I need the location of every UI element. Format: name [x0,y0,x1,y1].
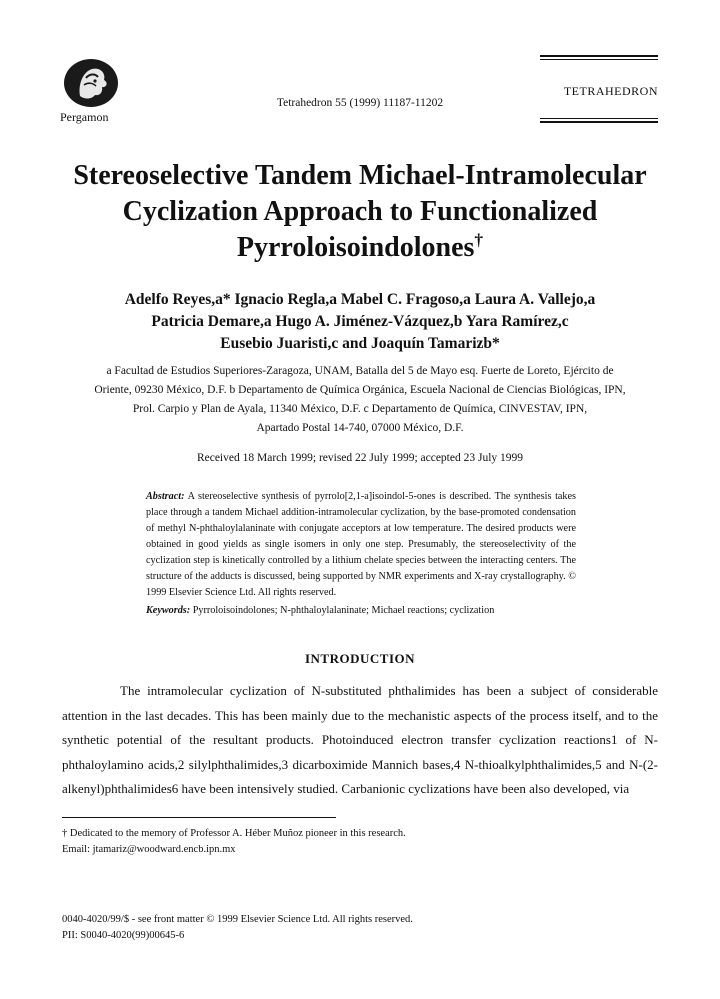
email-footnote: Email: jtamariz@woodward.encb.ipn.mx [62,844,236,855]
publisher-name: Pergamon [60,110,109,124]
affiliation-line: Oriente, 09230 México, D.F. b Departamento de Química Orgánica, Escuela Nacional de Ciencias Biológicas, IPN, [94,384,626,396]
title-line: Stereoselective Tandem Michael-Intramolecular [73,160,647,191]
keywords [146,605,576,616]
affiliation-line: Prol. Carpio y Plan de Ayala, 11340 México, D.F. c Departamento de Química, CINVESTAV, IPN, [132,403,588,415]
title-footnote-mark: † [474,230,484,250]
author-line: Eusebio Juaristi,c and Joaquín Tamarizb* [220,335,500,352]
intro-paragraph: The intramolecular cyclization of N-substituted phthalimides has been a subject of considerable attention in the last decades. This has been mainly due to the mechanistic aspects of the process itself, and to the synthetic potential of the resultant products. Photoinduced electron transfer cyclization reactions1 of N-phthaloylamino acids,2 silylphthalimides,3 dicarboximide Mannich bases,4 N-thioalkylphthalimides,5 and N-(2-alkenyl)phthalimides6 have been intensively studied. Carbanionic cyclizations have been also developed, via [62,683,658,796]
copyright-block [62,912,413,944]
affiliation-line: a Facultad de Estudios Superiores-Zaragoza, UNAM, Batalla del 5 de Mayo esq. Fuerte de Loreto, Ejército de [106,365,614,377]
author-list [60,289,660,355]
header-rule [540,121,658,123]
author-line: Patricia Demare,a Hugo A. Jiménez-Vázquez,b Yara Ramírez,c [151,313,569,330]
abstract-text: A stereoselective synthesis of pyrrolo[2,1-a]isoindol-5-ones is described. The synthesis takes place through a tandem Michael addition-intramolecular cyclization, by the base-promoted condensation of methyl N-phthaloylalaninate with conjugate acceptors at low temperature. The desired products were obtained in good yields as single isomers in only one step. Presumably, the stereoselectivity of the cyclization step is kinetically controlled by a lithium chelate species between the interacting centers. The structure of the adducts is discussed, being supported by NMR experiments and X-ray crystallography. © 1999 Elsevier Science Ltd. All rights reserved. [146,491,576,598]
citation: Tetrahedron 55 (1999) 11187-11202 [276,97,444,109]
received-dates: Received 18 March 1999; revised 22 July 1999; accepted 23 July 1999 [196,452,524,464]
section-heading-introduction: INTRODUCTION [304,651,415,666]
dedication-footnote: † Dedicated to the memory of Professor A. Héber Muñoz pioneer in this research. [62,828,406,839]
journal-name: TETRAHEDRON [563,84,658,98]
abstract [146,489,576,601]
author-line: Adelfo Reyes,a* Ignacio Regla,a Mabel C. Fragoso,a Laura A. Vallejo,a [124,291,596,308]
pergamon-logo-icon [62,58,120,108]
header-rule [540,118,658,119]
abstract-label: Abstract: [146,491,185,502]
introduction-body [62,679,658,802]
footnotes [62,826,406,858]
footnote-rule [62,817,336,818]
affiliation-line: Apartado Postal 14-740, 07000 México, D.F. [256,422,464,434]
keywords-label: Keywords: [146,605,191,616]
pii-line: PII: S0040-4020(99)00645-6 [62,930,185,941]
header-rule [540,55,658,57]
issn-line: 0040-4020/99/$ - see front matter © 1999 Elsevier Science Ltd. All rights reserved. [62,914,413,925]
affiliations [60,362,660,438]
article-title [60,158,660,266]
keywords-text: Pyrroloisoindolones; N-phthaloylalaninate; Michael reactions; cyclization [192,605,495,616]
title-line: Cyclization Approach to Functionalized [122,196,598,227]
title-line: Pyrroloisoindolones [236,232,475,263]
header-rule [540,59,658,60]
